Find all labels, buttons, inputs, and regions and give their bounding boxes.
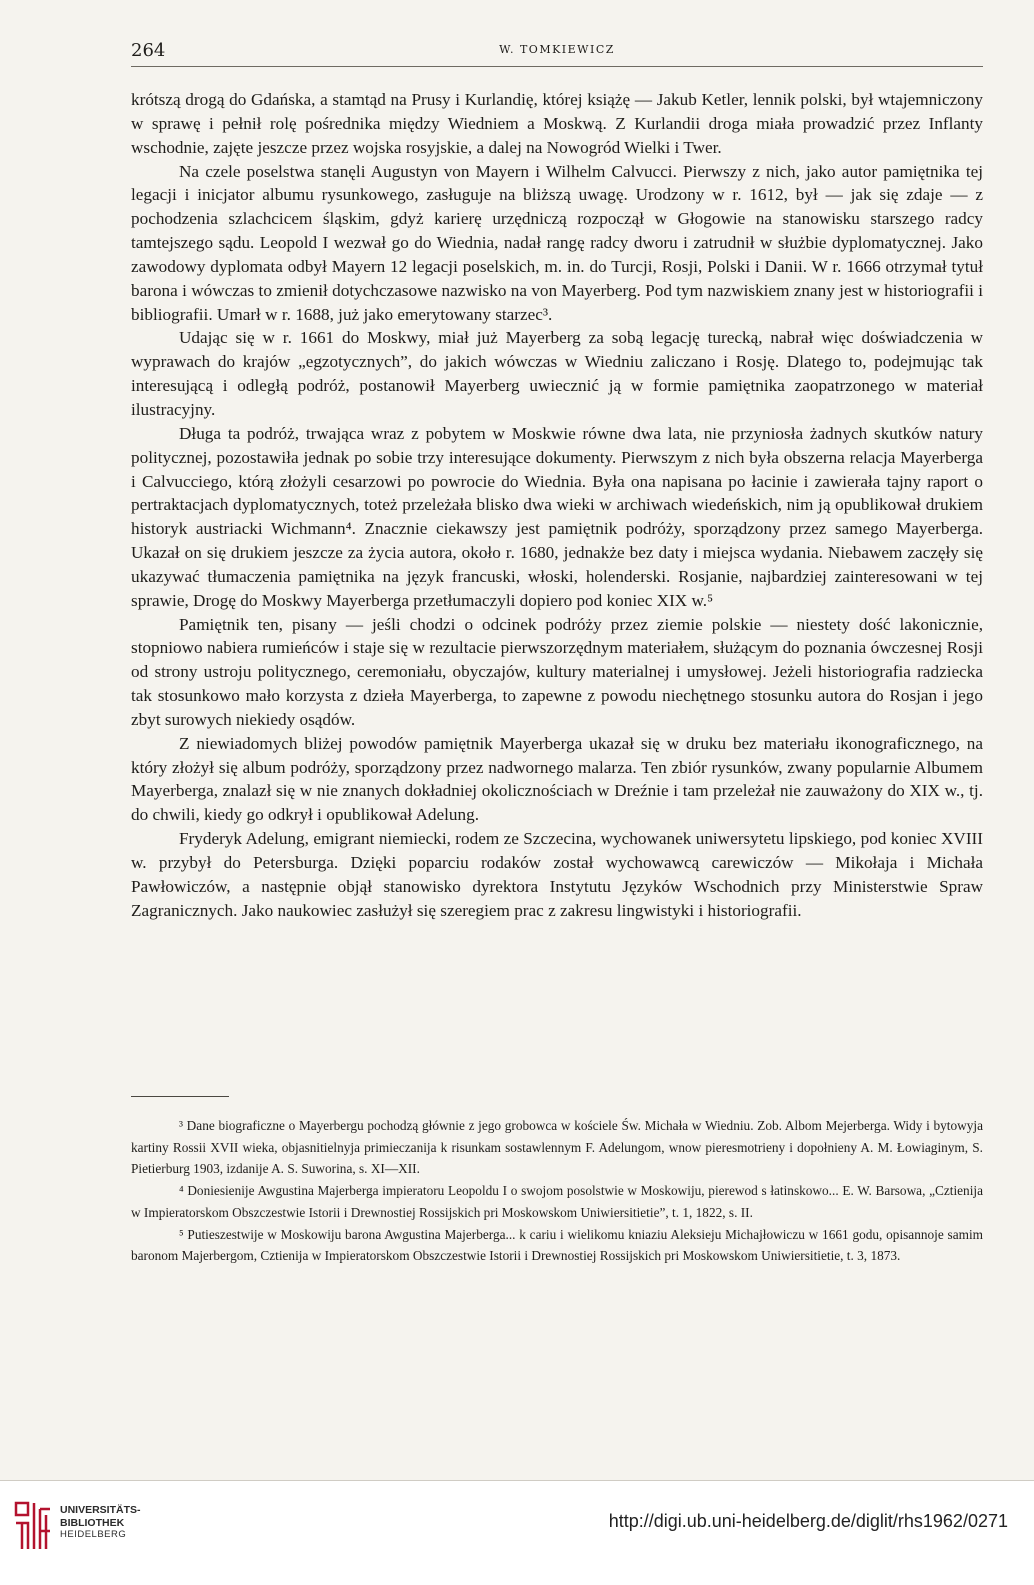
main-text — [131, 88, 983, 923]
footnote-5: ⁵ Putieszestwije w Moskowiju barona Awgustina Majerberga... k cariu i wielikomu kniaziu Aleksieju Michajłowiczu w 1661 godu, opisannoje samim baronom Majerbergom, Cztienija w Impieratorskom Obszczestwie Istorii i Drewnostiej Rossijskich pri Moskowskom Uniwiersitietie, t. 3, 1873. — [131, 1226, 983, 1264]
page-number: 264 — [131, 40, 166, 61]
paragraph-6: Z niewiadomych bliżej powodów pamiętnik Mayerberga ukazał się w druku bez materiału ikonograficznego, na który złożył się album podróży, sporządzony przez nadwornego malarza. Ten zbiór rysunków, zwany popularnie Albumem Mayerberga, znalazł się w nie znanych dokładniej okolicznościach w Dreźnie i tam przeleżał nie zauważony do XIX w., tj. do chwili, kiedy go odkrył i opublikował Adelung. — [131, 733, 983, 825]
footnote-4: ⁴ Doniesienije Awgustina Majerberga impieratoru Leopoldu I o swojom posolstwie w Moskowiju, pierewod s łatinskowo... E. W. Barsowa, „Cztienija w Impieratorskom Obszczestwie Istorii i Drewnostiej Rossijskich pri Moskowskom Uniwiersitietie”, t. 1, 1822, s. II. — [131, 1183, 983, 1220]
running-head: W. TOMKIEWICZ — [499, 43, 615, 56]
paragraph-2: Na czele poselstwa stanęli Augustyn von Mayern i Wilhelm Calvucci. Pierwszy z nich, jako autor pamiętnika tej legacji i inicjator albumu rysunkowego, zasługuje na bliższą uwagę. Urodzony w r. 1612, był — jak się zdaje — z pochodzenia szlachcicem śląskim, gdyż karierę urzędniczą rozpoczął w Głogowie na stanowisku starszego radcy tamtejszego sądu. Leopold I wezwał go do Wiednia, nadał rangę radcy dworu i zatrudnił w służbie dyplomatycznej. Jako zawodowy dyplomata odbył Mayern 12 legacji poselskich, m. in. do Turcji, Rosji, Polski i Danii. W r. 1666 otrzymał tytuł barona i wówczas to zmienił dotychczasowe nazwisko na von Mayerberg. Pod tym nazwiskiem znany jest w historiografii i bibliografii. Umarł w r. 1688, już jako emerytowany starzec³. — [131, 161, 983, 324]
paragraph-5: Pamiętnik ten, pisany — jeśli chodzi o odcinek podróży przez ziemie polskie — niestety dość lakonicznie, stopniowo nabiera rumieńców i staje się w rezultacie pierwszorzędnym materiałem, służącym do poznania ówczesnej Rosji od strony ustroju politycznego, ceremoniału, obyczajów, kultury materialnej i umysłowej. Jeżeli historiografia radziecka tak stosunkowo mało korzysta z dzieła Mayerberga, to zapewne z powodu niechętnego stosunku autora do Rosjan i jego zbyt surowych niekiedy osądów. — [131, 614, 983, 729]
footnote-divider — [131, 1096, 229, 1097]
footnote-3: ³ Dane biograficzne o Mayerbergu pochodzą głównie z jego grobowca w kościele Św. Michała w Wiedniu. Zob. Albom Mejerberga. Widy i bytowyja kartiny Rossii XVII wieka, objasnitielnyja primieczanija k risunkam sostawlennym F. Adelungom, wnow pieresmotrieny i dopołnieny A. M. Łowiaginym, S. Pietierburg 1903, izdanije A. S. Suworina, s. XI—XII. — [131, 1118, 983, 1177]
paragraph-1: krótszą drogą do Gdańska, a stamtąd na Prusy i Kurlandię, której książę — Jakub Ketler, lennik polski, był wtajemniczony w sprawę i pełnił rolę pośrednika między Wiedniem a Moskwą. Z Kurlandii droga miała prowadzić przez Inflanty wschodnie, zajęte jeszcze przez wojska rosyjskie, a dalej na Nowogród Wielki i Twer. — [131, 90, 983, 157]
page-header — [131, 40, 983, 67]
paragraph-3: Udając się w r. 1661 do Moskwy, miał już Mayerberg za sobą legację turecką, nabrał więc doświadczenia w wyprawach do krajów „egzotycznych”, do jakich wówczas w Wiedniu zaliczano i Rosję. Dlatego to, podejmując tak interesującą i odległą podróż, postanowił Mayerberg uwiecznić ją w formie pamiętnika zaopatrzonego w materiał ilustracyjny. — [131, 328, 983, 419]
library-name: UNIVERSITÄTS- BIBLIOTHEK HEIDELBERG — [60, 1504, 141, 1540]
document-url[interactable]: http://digi.ub.uni-heidelberg.de/diglit/rhs1962/0271 — [608, 1511, 1008, 1531]
heidelberg-library-logo-icon[interactable] — [14, 1501, 52, 1551]
library-footer — [0, 1480, 1034, 1585]
paragraph-4: Długa ta podróż, trwająca wraz z pobytem w Moskwie równe dwa lata, nie przyniosła żadnych skutków natury politycznej, pozostawiła jednak po sobie trzy interesujące dokumenty. Pierwszym z nich była obszerna relacja Mayerberga i Calvucciego, którą złożyli cesarzowi po powrocie do Wiednia. Była ona napisana po łacinie i zawierała tajny raport o pertraktacjach dyplomatycznych, toteż przeleżała blisko dwa wieki w archiwach wiedeńskich, nim ją opublikował drukiem historyk austriacki Wichmann⁴. Znacznie ciekawszy jest pamiętnik podróży, sporządzony przez samego Mayerberga. Ukazał on się drukiem jeszcze za życia autora, około r. 1680, jednakże bez daty i miejsca wydania. Niebawem zaczęły się ukazywać tłumaczenia pamiętnika na język francuski, włoski, holenderski. Rosjanie, najbardziej zainteresowani w tej sprawie, Drogę do Moskwy Mayerberga przetłumaczyli dopiero pod koniec XIX w.⁵ — [131, 423, 983, 610]
footnotes — [131, 1115, 983, 1267]
paragraph-7: Fryderyk Adelung, emigrant niemiecki, rodem ze Szczecina, wychowanek uniwersytetu lipskiego, pod koniec XVIII w. przybył do Petersburga. Dzięki poparciu rodaków został wychowawcą carewiczów — Mikołaja i Michała Pawłowiczów, a następnie objął stanowisko dyrektora Instytutu Języków Wschodnich przy Ministerstwie Spraw Zagranicznych. Jako naukowiec zasłużył się szeregiem prac z zakresu lingwistyki i historiografii. — [131, 829, 983, 920]
